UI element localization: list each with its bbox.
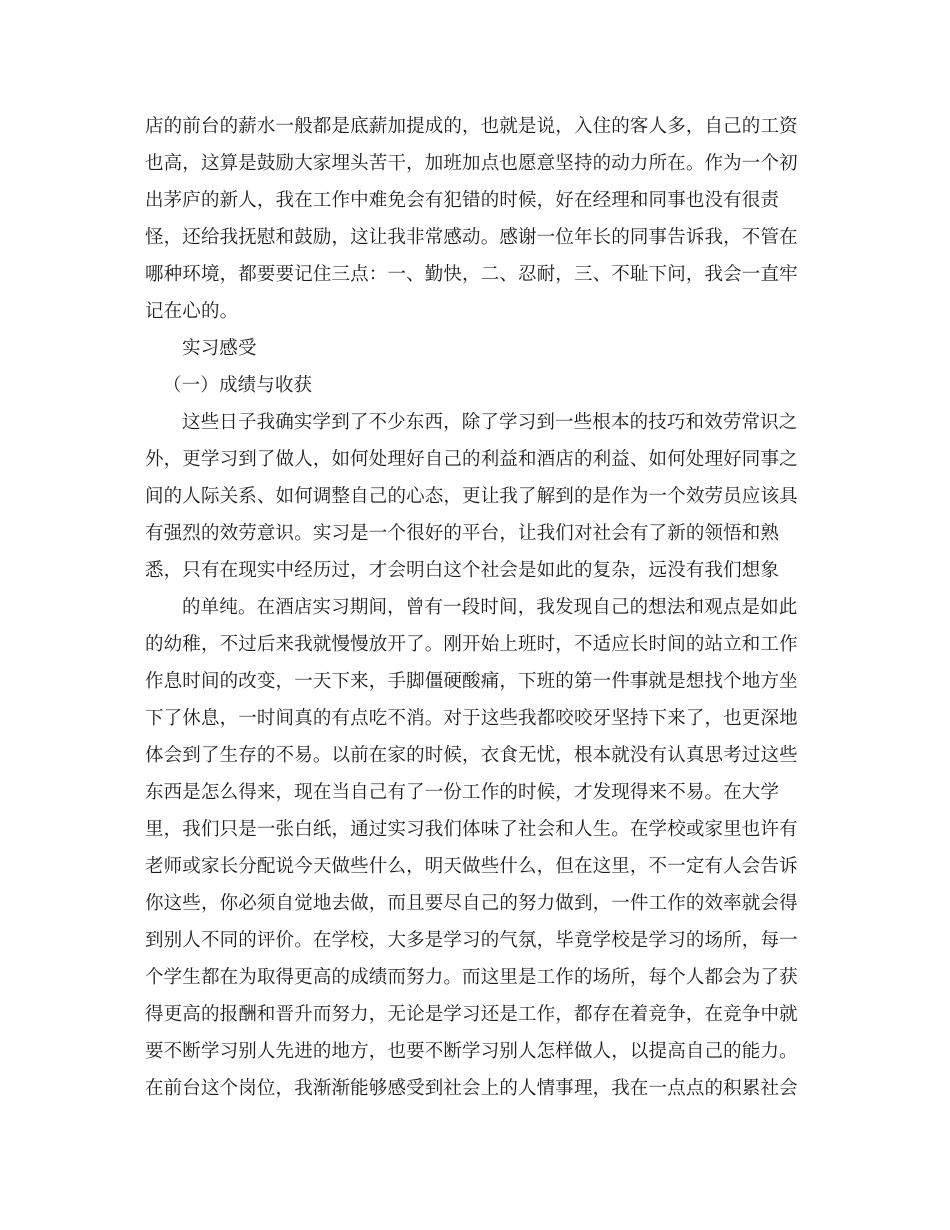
text-line: 东西是怎么得来，现在当自己有了一份工作的时候，才发现得来不易。在大学 [145,782,780,803]
text-line: 的幼稚，不过后来我就慢慢放开了。刚开始上班时，不适应长时间的站立和工作 [145,634,798,655]
text-line: 下了休息，一时间真的有点吃不消。对于这些我都咬咬牙坚持下来了，也更深地 [145,708,798,729]
text-line: 外，更学习到了做人，如何处理好自己的利益和酒店的利益、如何处理好同事之 [145,449,798,470]
text-line: 这些日子我确实学到了不少东西，除了学习到一些根本的技巧和效劳常识之 [182,412,798,433]
text-line: 要不断学习别人先进的地方，也要不断学习别人怎样做人，以提高自己的能力。 [145,1041,798,1062]
section-heading: 实习感受 [182,338,257,359]
text-line: 间的人际关系、如何调整自己的心态，更让我了解到的是作为一个效劳员应该具 [145,486,798,507]
text-line: 老师或家长分配说今天做些什么，明天做些什么，但在这里，不一定有人会告诉 [145,856,798,877]
text-line: 记在心的。 [145,301,239,322]
text-line: 作息时间的改变，一天下来，手脚僵硬酸痛，下班的第一件事就是想找个地方坐 [145,671,798,692]
text-line: 在前台这个岗位，我渐渐能够感受到社会上的人情事理，我在一点点的积累社会 [145,1078,798,1099]
text-line: 也高，这算是鼓励大家埋头苦干，加班加点也愿意坚持的动力所在。作为一个初 [145,153,798,174]
text-line: 哪种环境，都要要记住三点：一、勤快，二、忍耐，三、不耻下问，我会一直牢 [145,264,798,285]
subsection-heading: （一）成绩与收获 [163,375,313,396]
text-line: 店的前台的薪水一般都是底薪加提成的，也就是说，入住的客人多，自己的工资 [145,116,798,137]
text-line: 有强烈的效劳意识。实习是一个很好的平台，让我们对社会有了新的领悟和熟 [145,523,780,544]
text-line: 个学生都在为取得更高的成绩而努力。而这里是工作的场所，每个人都会为了获 [145,967,798,988]
text-line: 怪，还给我抚慰和鼓励，这让我非常感动。感谢一位年长的同事告诉我，不管在 [145,227,798,248]
text-line: 出茅庐的新人，我在工作中难免会有犯错的时候，好在经理和同事也没有很责 [145,190,780,211]
text-line: 的单纯。在酒店实习期间，曾有一段时间，我发现自己的想法和观点是如此 [182,597,798,618]
text-line: 悉，只有在现实中经历过，才会明白这个社会是如此的复杂，远没有我们想象 [145,560,780,581]
text-line: 到别人不同的评价。在学校，大多是学习的气氛，毕竟学校是学习的场所，每一 [145,930,798,951]
text-line: 体会到了生存的不易。以前在家的时候，衣食无忧，根本就没有认真思考过这些 [145,745,798,766]
text-line: 得更高的报酬和晋升而努力，无论是学习还是工作，都存在着竞争，在竞争中就 [145,1004,798,1025]
text-line: 里，我们只是一张白纸，通过实习我们体味了社会和人生。在学校或家里也许有 [145,819,798,840]
text-line: 你这些，你必须自觉地去做，而且要尽自己的努力做到，一件工作的效率就会得 [145,893,798,914]
